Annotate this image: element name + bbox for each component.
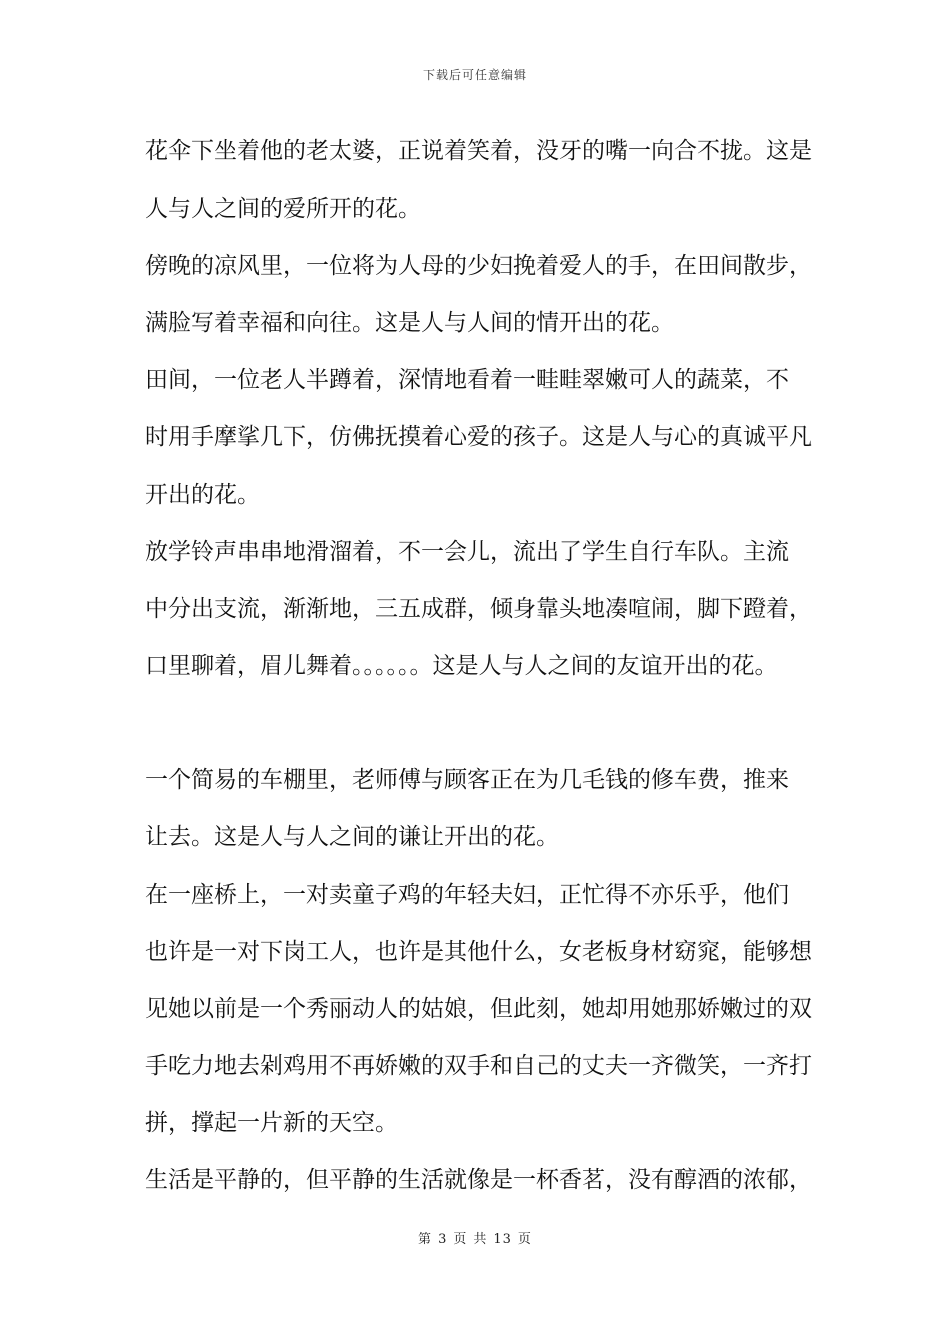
text-line: 时用手摩挲几下，仿佛抚摸着心爱的孩子。这是人与心的真诚平凡 bbox=[145, 424, 812, 450]
total-page-count: 13 bbox=[493, 1232, 512, 1247]
text-line: 开出的花。 bbox=[145, 482, 260, 508]
footer-suffix: 页 bbox=[517, 1232, 532, 1247]
text-line: 一个简易的车棚里，老师傅与顾客正在为几毛钱的修车费，推来 bbox=[145, 767, 789, 793]
text-line: 生活是平静的，但平静的生活就像是一杯香茗，没有醇酒的浓郁， bbox=[145, 1167, 812, 1193]
footer-page-label: 页 bbox=[453, 1232, 468, 1247]
text-line: 人与人之间的爱所开的花。 bbox=[145, 196, 421, 222]
text-line: 在一座桥上，一对卖童子鸡的年轻夫妇，正忙得不亦乐乎，他们 bbox=[145, 882, 789, 908]
text-line: 口里聊着，眉儿舞着。。。。。。这是人与人之间的友谊开出的花。 bbox=[145, 653, 778, 679]
text-line: 满脸写着幸福和向往。这是人与人间的情开出的花。 bbox=[145, 310, 674, 336]
text-line: 田间，一位老人半蹲着，深情地看着一畦畦翠嫩可人的蔬菜，不 bbox=[145, 367, 789, 393]
text-line: 也许是一对下岗工人，也许是其他什么，女老板身材窈窕，能够想 bbox=[145, 939, 812, 965]
text-line: 中分出支流，渐渐地，三五成群，倾身靠头地凑喧闹，脚下蹬着， bbox=[145, 596, 812, 622]
footer-total-label: 共 bbox=[473, 1232, 488, 1247]
text-line: 放学铃声串串地滑溜着，不一会儿，流出了学生自行车队。主流 bbox=[145, 539, 789, 565]
text-line: 见她以前是一个秀丽动人的姑娘，但此刻，她却用她那娇嫩过的双 bbox=[145, 996, 812, 1022]
current-page-number: 3 bbox=[438, 1232, 448, 1247]
text-line: 花伞下坐着他的老太婆，正说着笑着，没牙的嘴一向合不拢。这是 bbox=[145, 138, 812, 164]
footer-prefix: 第 bbox=[418, 1232, 433, 1247]
page-footer bbox=[0, 1228, 950, 1247]
text-line: 让去。这是人与人之间的谦让开出的花。 bbox=[145, 824, 559, 850]
text-line: 傍晚的凉风里，一位将为人母的少妇挽着爱人的手，在田间散步， bbox=[145, 253, 812, 279]
page-header: 下载后可任意编辑 bbox=[422, 68, 527, 82]
text-line: 手吃力地去剁鸡用不再娇嫩的双手和自己的丈夫一齐微笑，一齐打 bbox=[145, 1053, 812, 1079]
text-line: 拼，撑起一片新的天空。 bbox=[145, 1110, 398, 1136]
